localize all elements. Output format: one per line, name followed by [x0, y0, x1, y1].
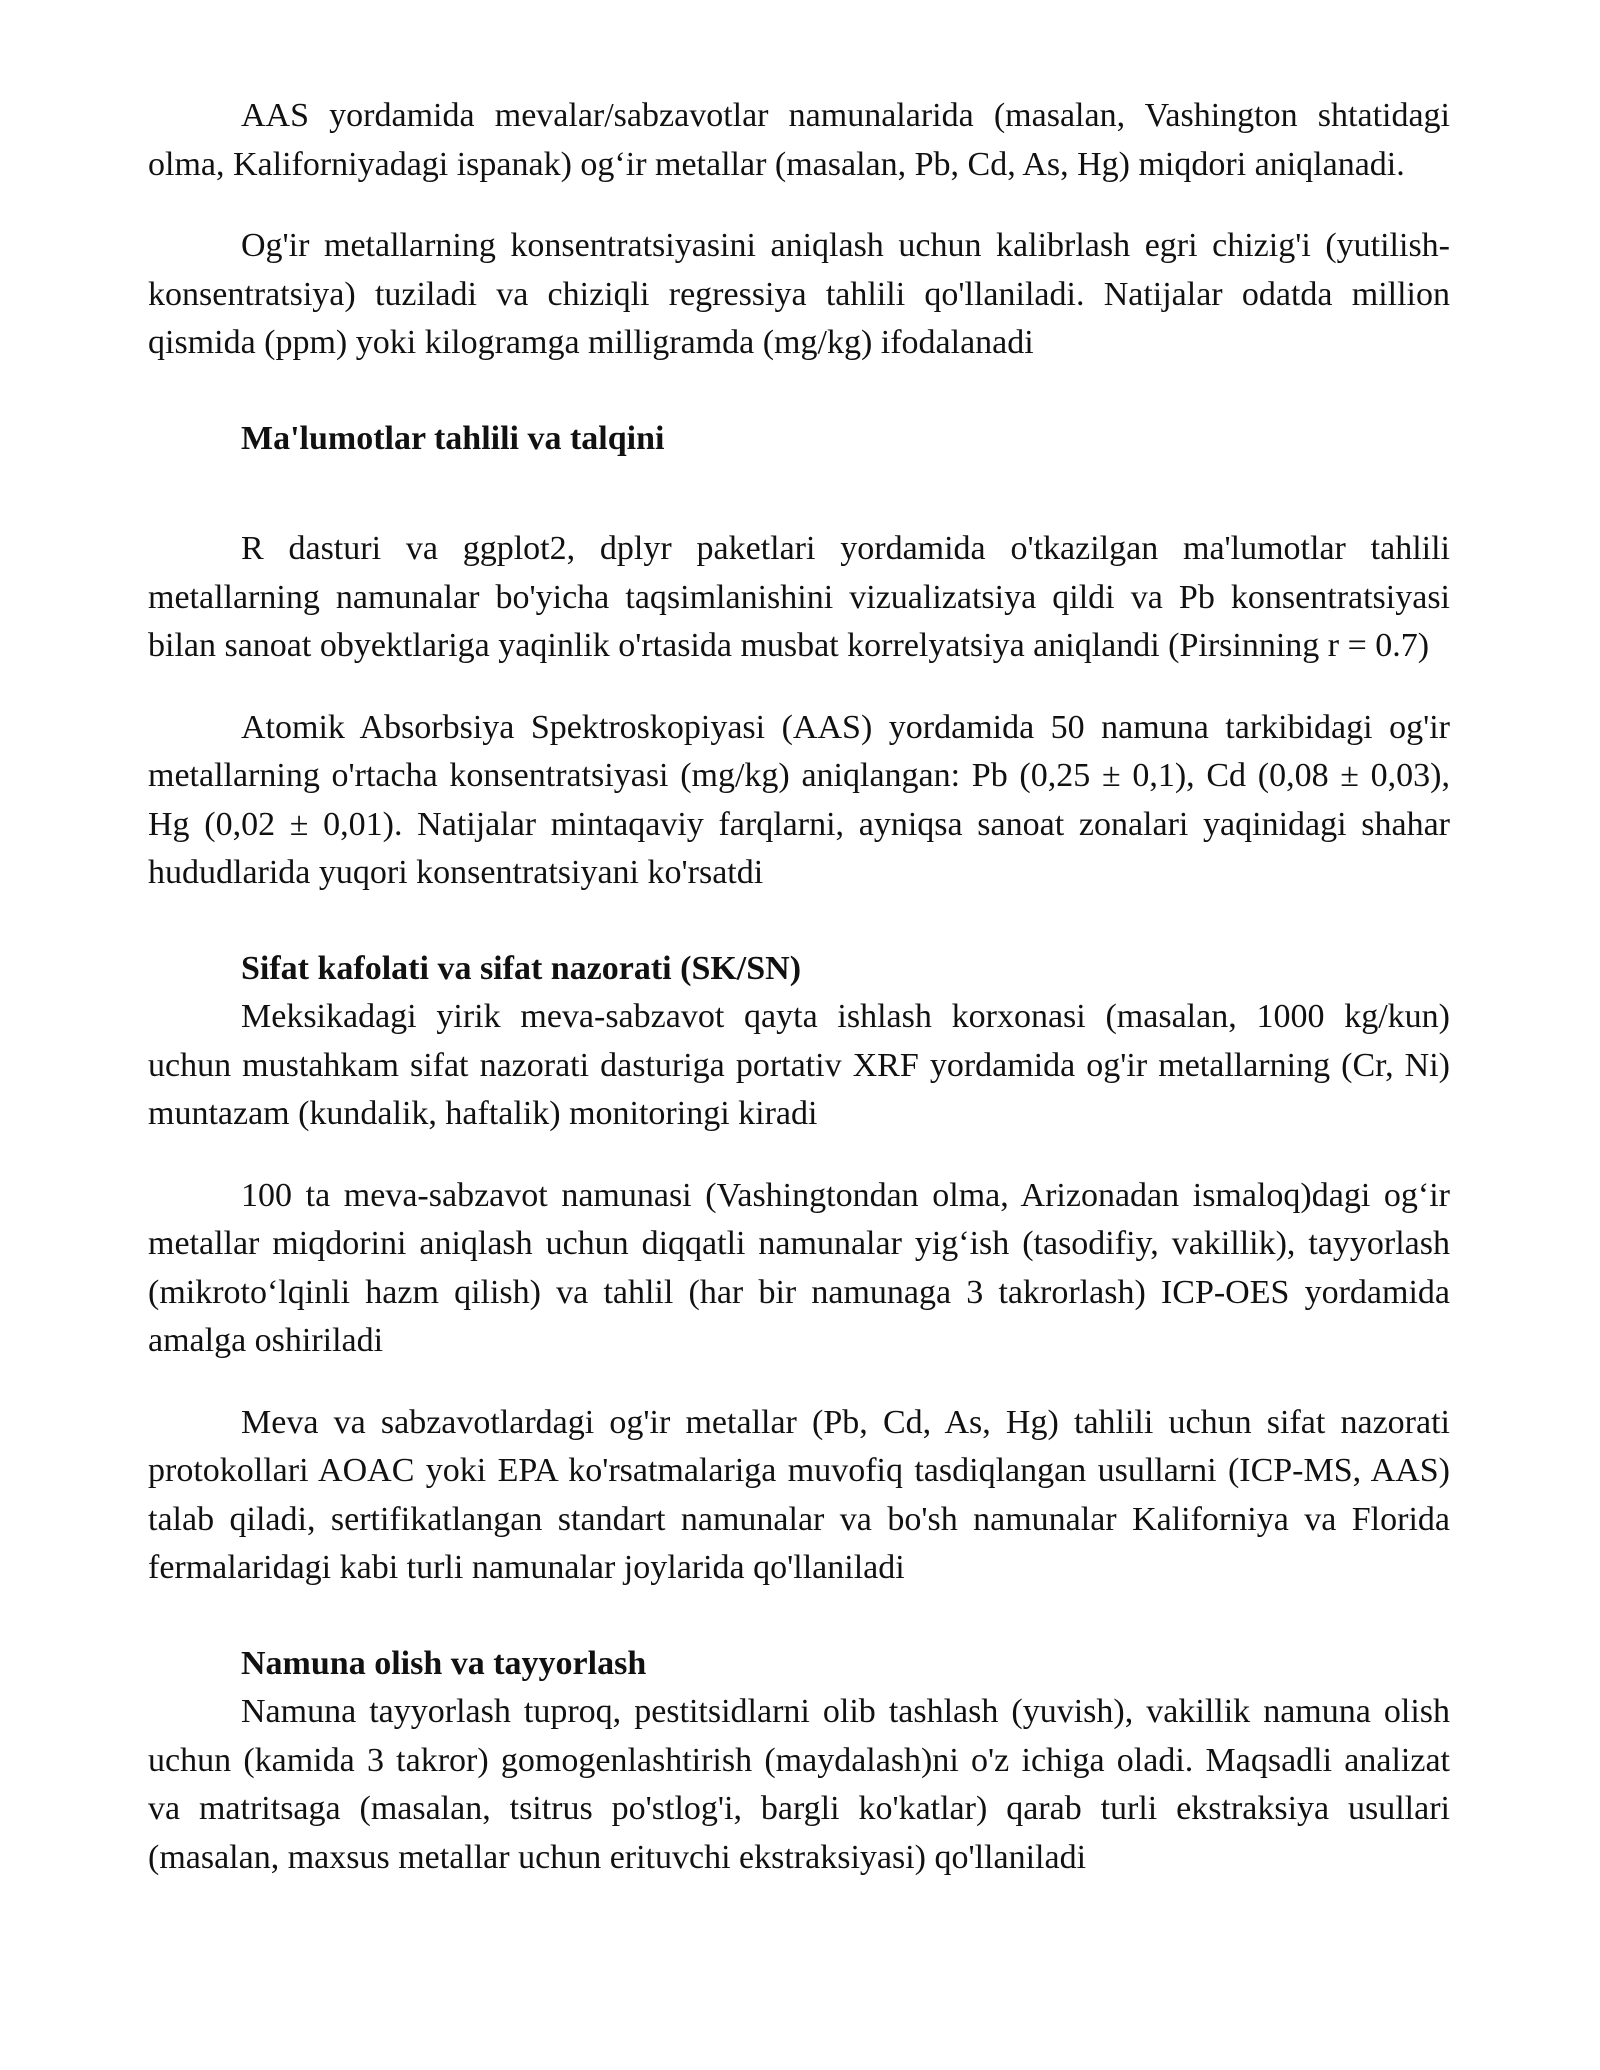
paragraph-calibration: Og'ir metallarning konsentratsiyasini aniqlash uchun kalibrlash egri chizig'i (yutilish-konsentratsiya) tuziladi va chiziqli regressiya tahlili qo'llaniladi. Natijalar odatda million qismida (ppm) yoki kilogramga milligramda (mg/kg) ifodalanadi [148, 227, 1450, 361]
paragraph-xrf-monitoring: Meksikadagi yirik meva-sabzavot qayta ishlash korxonasi (masalan, 1000 kg/kun) uchun mustahkam sifat nazorati dasturiga portativ XRF yordamida og'ir metallarning (Cr, Ni) muntazam (kundalik, haftalik) monitoringi kiradi [148, 998, 1450, 1132]
paragraph-r-analysis: R dasturi va ggplot2, dplyr paketlari yordamida o'tkazilgan ma'lumotlar tahlili metallarning namunalar bo'yicha taqsimlanishini vizualizatsiya qildi va Pb konsentratsiyasi bilan sanoat obyektlariga yaqinlik o'rtasida musbat korrelyatsiya aniqlandi (Pirsinning r = 0.7) [148, 530, 1450, 664]
paragraph-sample-preparation: Namuna tayyorlash tuproq, pestitsidlarni olib tashlash (yuvish), vakillik namuna olish uchun (kamida 3 takror) gomogenlashtirish (maydalash)ni o'z ichiga oladi. Maqsadli analizat va matritsaga (masalan, tsitrus po'stlog'i, bargli ko'katlar) qarab turli ekstraksiya usullari (masalan, maxsus metallar uchun erituvchi ekstraksiyasi) qo'llaniladi [148, 1693, 1450, 1876]
paragraph-aas-samples: AAS yordamida mevalar/sabzavotlar namunalarida (masalan, Vashington shtatidagi olma, Kaliforniyadagi ispanak) og‘ir metallar (masalan, Pb, Cd, As, Hg) miqdori aniqlanadi. [148, 97, 1450, 183]
document-page [148, 92, 1450, 1882]
heading-quality-assurance: Sifat kafolati va sifat nazorati (SK/SN) [241, 949, 802, 987]
heading-sampling: Namuna olish va tayyorlash [241, 1644, 647, 1682]
paragraph-qc-protocols: Meva va sabzavotlardagi og'ir metallar (Pb, Cd, As, Hg) tahlili uchun sifat nazorati protokollari AOAC yoki EPA ko'rsatmalariga muvofiq tasdiqlangan usullarni (ICP-MS, AAS) talab qiladi, sertifikatlangan standart namunalar va bo'sh namunalar Kaliforniya va Florida fermalaridagi kabi turli namunalar joylarida qo'llaniladi [148, 1403, 1450, 1586]
paragraph-icp-oes: 100 ta meva-sabzavot namunasi (Vashingtondan olma, Arizonadan ismaloq)dagi og‘ir metallar miqdorini aniqlash uchun diqqatli namunalar yig‘ish (tasodifiy, vakillik), tayyorlash (mikroto‘lqinli hazm qilish) va tahlil (har bir namunaga 3 takrorlash) ICP-OES yordamida amalga oshiriladi [148, 1176, 1450, 1359]
heading-data-analysis: Ma'lumotlar tahlili va talqini [241, 419, 665, 457]
paragraph-aas-results: Atomik Absorbsiya Spektroskopiyasi (AAS) yordamida 50 namuna tarkibidagi og'ir metallarning o'rtacha konsentratsiyasi (mg/kg) aniqlangan: Pb (0,25 ± 0,1), Cd (0,08 ± 0,03), Hg (0,02 ± 0,01). Natijalar mintaqaviy farqlarni, ayniqsa sanoat zonalari yaqinidagi shahar hududlarida yuqori konsentratsiyani ko'rsatdi [148, 708, 1450, 891]
